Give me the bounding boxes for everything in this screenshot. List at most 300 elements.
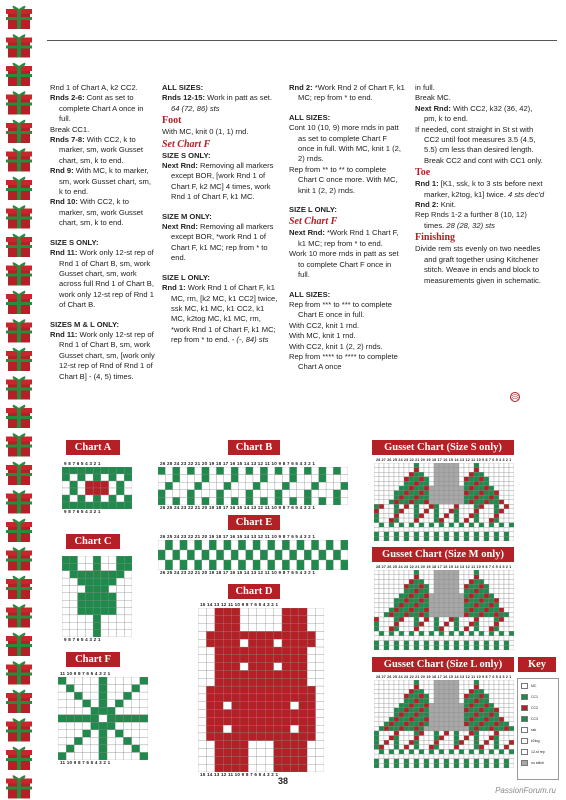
- chart-cell: [158, 560, 165, 570]
- chart-cell: [489, 491, 494, 496]
- chart-cell: [282, 655, 290, 663]
- chart-cell: [209, 550, 216, 560]
- chart-cell: [484, 570, 489, 575]
- chart-cell: [260, 475, 267, 483]
- chart-cell: [187, 560, 194, 570]
- chart-cell: [409, 513, 414, 518]
- chart-cell: [379, 570, 384, 575]
- chart-cell: [195, 560, 202, 570]
- chart-cell: [484, 636, 489, 641]
- chart-cell: [290, 717, 298, 725]
- chart-cell: [74, 737, 82, 745]
- chart-cell: [265, 725, 273, 733]
- chart-cell: [439, 694, 444, 699]
- chart-cell: [268, 540, 275, 550]
- page-number: 38: [277, 776, 288, 786]
- chart-cell: [404, 740, 409, 745]
- chart-cell: [424, 472, 429, 477]
- chart-cell: [319, 482, 326, 490]
- chart-cell: [504, 722, 509, 727]
- chart-cell: [464, 527, 469, 532]
- chart-cell: [107, 700, 115, 708]
- chart-cell: [444, 495, 449, 500]
- chart-cell: [379, 523, 384, 528]
- chart-cell: [62, 481, 70, 488]
- chart-cell: [248, 710, 256, 718]
- chart-cell: [429, 612, 434, 617]
- chart-cell: [479, 603, 484, 608]
- chart-cell: [316, 756, 324, 764]
- chart-cell: [341, 550, 348, 560]
- chart-cell: [424, 504, 429, 509]
- chart-cell: [464, 736, 469, 741]
- chart-cell: [409, 594, 414, 599]
- chart-cell: [379, 641, 384, 646]
- chart-cell: [107, 692, 115, 700]
- chart-cell: [479, 740, 484, 745]
- chart-cell: [206, 670, 214, 678]
- chart-cell: [494, 745, 499, 750]
- chart-cell: [85, 556, 93, 563]
- chart-cell: [389, 532, 394, 537]
- chart-cell: [499, 617, 504, 622]
- chart-cell: [399, 689, 404, 694]
- chart-cell: [434, 736, 439, 741]
- chart-cell: [316, 663, 324, 671]
- chart-cell: [469, 532, 474, 537]
- chart-cell: [223, 624, 231, 632]
- chart-cell: [434, 680, 439, 685]
- chart-cell: [384, 754, 389, 759]
- chart-cell: [389, 641, 394, 646]
- chart-cell: [419, 468, 424, 473]
- chart-cell: [404, 532, 409, 537]
- chart-cell: [429, 468, 434, 473]
- chart-cell: [85, 488, 93, 495]
- spacer: [289, 104, 405, 113]
- chart-cell: [248, 741, 256, 749]
- gift-icon: [6, 405, 32, 428]
- chart-cell: [187, 490, 194, 498]
- chart-cell: [464, 641, 469, 646]
- chart-cell: [479, 495, 484, 500]
- chart-cell: [253, 540, 260, 550]
- chart-cell: [454, 689, 459, 694]
- chart-cell: [374, 612, 379, 617]
- chart-cell: [290, 497, 297, 505]
- chart-cell: [444, 622, 449, 627]
- chart-cell: [115, 752, 123, 760]
- chart-cell: [489, 608, 494, 613]
- chart-cell: [124, 600, 132, 607]
- chart-cell: [101, 600, 109, 607]
- chart-cell: [424, 754, 429, 759]
- chart-cell: [384, 523, 389, 528]
- chart-cell: [474, 523, 479, 528]
- chart-cell: [469, 500, 474, 505]
- chart-cell: [479, 622, 484, 627]
- chart-cell: [257, 710, 265, 718]
- chart-cell: [509, 579, 514, 584]
- chart-cell: [275, 497, 282, 505]
- chart-cell: [424, 689, 429, 694]
- chart-cell: [429, 594, 434, 599]
- chart-cell: [424, 523, 429, 528]
- chart-cell: [474, 513, 479, 518]
- chart-cell: [494, 523, 499, 528]
- chart-cell: [464, 584, 469, 589]
- chart-cell: [215, 631, 223, 639]
- chart-cell: [404, 477, 409, 482]
- round-label: Next Rnd:: [162, 222, 198, 232]
- chart-cell: [341, 490, 348, 498]
- chart-cell: [83, 715, 91, 723]
- chart-cell: [449, 703, 454, 708]
- text-column-4: [415, 83, 545, 286]
- chart-cell: [374, 722, 379, 727]
- chart-cell: [316, 710, 324, 718]
- chart-cell: [449, 749, 454, 754]
- chart-cell: [484, 589, 489, 594]
- chart-cell: [504, 509, 509, 514]
- chart-cell: [459, 631, 464, 636]
- chart-cell: [394, 631, 399, 636]
- chart-cell: [215, 655, 223, 663]
- chart-cell: [429, 712, 434, 717]
- chart-cell: [341, 475, 348, 483]
- chart-cell: [394, 749, 399, 754]
- chart-cell: [454, 749, 459, 754]
- chart-cell: [99, 700, 107, 708]
- chart-cell: [464, 491, 469, 496]
- chart-cell: [232, 733, 240, 741]
- chart-cell: [459, 477, 464, 482]
- chart-cell: [419, 740, 424, 745]
- chart-cell: [484, 608, 489, 613]
- chart-cell: [439, 513, 444, 518]
- chart-cell: [240, 663, 248, 671]
- chart-cell: [509, 708, 514, 713]
- chart-cell: [206, 717, 214, 725]
- chart-cell: [449, 736, 454, 741]
- chart-cell: [333, 475, 340, 483]
- chart-cell: [469, 731, 474, 736]
- chart-cell: [299, 608, 307, 616]
- chart-cell: [115, 722, 123, 730]
- chart-cell: [434, 509, 439, 514]
- chart-cell: [494, 740, 499, 745]
- chart-cell: [158, 497, 165, 505]
- chart-cell: [444, 486, 449, 491]
- chart-cell: [274, 624, 282, 632]
- chart-cell: [429, 736, 434, 741]
- chart-cell: [494, 645, 499, 650]
- chart-cell: [509, 486, 514, 491]
- chart-cell: [494, 717, 499, 722]
- chart-cell: [326, 550, 333, 560]
- chart-cell: [499, 504, 504, 509]
- chart-cell: [499, 641, 504, 646]
- chart-cell: [180, 482, 187, 490]
- chart-cell: [454, 509, 459, 514]
- chart-cell: [459, 594, 464, 599]
- chart-cell: [459, 579, 464, 584]
- chart-cell: [469, 486, 474, 491]
- chart-cell: [449, 740, 454, 745]
- chart-cell: [414, 518, 419, 523]
- chart-cell: [479, 500, 484, 505]
- chart-cell: [389, 626, 394, 631]
- chart-cell: [374, 726, 379, 731]
- chart-cell: [444, 472, 449, 477]
- chart-cell: [232, 717, 240, 725]
- chart-cell: [409, 736, 414, 741]
- chart-cell: [469, 717, 474, 722]
- gift-icon: [6, 120, 32, 143]
- chart-cell: [70, 600, 78, 607]
- chart-cell: [274, 608, 282, 616]
- chart-cell: [434, 598, 439, 603]
- chart-cell: [429, 685, 434, 690]
- chart-cell: [439, 685, 444, 690]
- chart-cell: [384, 536, 389, 541]
- chart-cell: [297, 482, 304, 490]
- chart-cell: [173, 490, 180, 498]
- instruction-text: Rep from **** to **** to complete Chart A once: [289, 351, 398, 372]
- chart-cell: [66, 730, 74, 738]
- gift-icon: [6, 547, 32, 570]
- instruction: [415, 104, 545, 125]
- chart-cell: [459, 636, 464, 641]
- chart-cell: [253, 550, 260, 560]
- chart-cell: [509, 513, 514, 518]
- chart-cell: [384, 570, 389, 575]
- chart-cell: [469, 509, 474, 514]
- chart-cell: [489, 463, 494, 468]
- key-item-label: CC1: [531, 694, 539, 699]
- chart-cell: [464, 636, 469, 641]
- chart-cell: [399, 589, 404, 594]
- chart-cell: [58, 700, 66, 708]
- instruction: [289, 342, 405, 352]
- chart-cell: [469, 631, 474, 636]
- chart-cell: [206, 624, 214, 632]
- chart-cell: [469, 523, 474, 528]
- chart-cell: [374, 509, 379, 514]
- chart-cell: [414, 589, 419, 594]
- chart-cell: [399, 731, 404, 736]
- chart-cell: [484, 532, 489, 537]
- chart-cell: [379, 491, 384, 496]
- chart-cell: [424, 486, 429, 491]
- chart-cell: [414, 468, 419, 473]
- chart-cell: [489, 708, 494, 713]
- chart-cell: [489, 736, 494, 741]
- chart-cell: [78, 593, 86, 600]
- chart-cell: [85, 622, 93, 629]
- chart-cell: [434, 622, 439, 627]
- chart-cell: [494, 726, 499, 731]
- chart-cell: [499, 536, 504, 541]
- chart-cell: [429, 626, 434, 631]
- instruction-text: With MC, knit 1 rnd.: [289, 331, 356, 341]
- chart-cell: [389, 636, 394, 641]
- chart-cell: [78, 474, 86, 481]
- round-label: Rnd 2:: [289, 83, 313, 92]
- chart-cell: [424, 731, 429, 736]
- chart-cell: [414, 594, 419, 599]
- chart-cell: [499, 608, 504, 613]
- chart-cell: [479, 608, 484, 613]
- chart-cell: [454, 636, 459, 641]
- chart-cell: [333, 497, 340, 505]
- chart-cell: [248, 764, 256, 772]
- chart-cell: [384, 527, 389, 532]
- chart-cell: [429, 509, 434, 514]
- gift-icon: [6, 633, 32, 656]
- chart-cell: [232, 749, 240, 757]
- chart-cell: [384, 708, 389, 713]
- chart-cell: [429, 477, 434, 482]
- chart-cell: [504, 731, 509, 736]
- chart-cell: [434, 685, 439, 690]
- chart-cell: [504, 699, 509, 704]
- chart-cell: [389, 699, 394, 704]
- chart-cell: [494, 477, 499, 482]
- instruction-text: Divide rem sts evenly on two needles and graft together using Kitchener stitch. Weave in ends and block to measurements given in schematic.: [415, 244, 541, 285]
- chart-cell: [333, 482, 340, 490]
- chart-cell: [282, 608, 290, 616]
- chart-cell: [389, 472, 394, 477]
- chart-cell: [509, 477, 514, 482]
- chart-cell: [215, 639, 223, 647]
- chart-cell: [424, 518, 429, 523]
- chart-cell: [319, 540, 326, 550]
- chart-cell: [101, 474, 109, 481]
- chart-cell: [274, 741, 282, 749]
- chart-cell: [479, 518, 484, 523]
- chart-cell: [484, 740, 489, 745]
- chart-cell: [399, 703, 404, 708]
- instruction: [50, 93, 155, 124]
- chart-cell: [311, 475, 318, 483]
- chart-cell: [399, 754, 404, 759]
- chart-cell: [124, 578, 132, 585]
- chart-cell: [206, 733, 214, 741]
- chart-cell: [257, 631, 265, 639]
- chart-cell: [140, 692, 148, 700]
- chart-cell: [74, 677, 82, 685]
- chart-cell: [509, 589, 514, 594]
- chart-cell: [109, 467, 117, 474]
- chart-cell: [464, 598, 469, 603]
- chart-cell: [316, 608, 324, 616]
- chart-cell: [384, 518, 389, 523]
- chart-cell: [399, 495, 404, 500]
- chart-cell: [454, 641, 459, 646]
- chart-cell: [257, 733, 265, 741]
- chart-cell: [248, 702, 256, 710]
- chart-cell: [282, 733, 290, 741]
- chart-cell: [479, 645, 484, 650]
- chart-cell: [158, 482, 165, 490]
- chart-cell: [374, 636, 379, 641]
- chart-cell: [132, 752, 140, 760]
- chart-cell: [109, 630, 117, 637]
- chart-cell: [74, 715, 82, 723]
- chart-cell: [439, 523, 444, 528]
- chart-cell: [454, 481, 459, 486]
- chart-cell: [469, 694, 474, 699]
- chart-cell: [374, 481, 379, 486]
- chart-cell: [78, 600, 86, 607]
- chart-cell: [109, 608, 117, 615]
- instruction: [415, 244, 545, 286]
- chart-cell: [404, 689, 409, 694]
- spacer: [50, 229, 155, 238]
- chart-cell: [504, 527, 509, 532]
- chart-cell: [429, 763, 434, 768]
- chart-cell: [379, 708, 384, 713]
- chart-cell: [231, 497, 238, 505]
- chart-cell: [316, 702, 324, 710]
- chart-cell: [404, 472, 409, 477]
- chart-cell: [434, 712, 439, 717]
- chart-cell: [115, 692, 123, 700]
- chart-cell: [459, 622, 464, 627]
- chart-cell: [499, 523, 504, 528]
- chart-cell: [459, 608, 464, 613]
- chart-cell: [62, 622, 70, 629]
- chart-cell: [85, 615, 93, 622]
- chart-cell: [307, 725, 315, 733]
- chart-cell: [504, 504, 509, 509]
- chart-cell: [198, 741, 206, 749]
- chart-cell: [444, 500, 449, 505]
- chart-cell: [434, 749, 439, 754]
- chart-cell: [439, 722, 444, 727]
- gift-icon: [6, 148, 32, 171]
- size-heading: SIZE S ONLY:: [50, 237, 99, 247]
- chart-cell: [282, 741, 290, 749]
- chart-cell: [484, 612, 489, 617]
- chart-cell: [494, 532, 499, 537]
- chart-cell: [198, 756, 206, 764]
- chart-cell: [282, 482, 289, 490]
- chart-cell: [240, 655, 248, 663]
- chart-cell: [419, 689, 424, 694]
- chart-cell: [469, 575, 474, 580]
- chart-cell: [469, 759, 474, 764]
- chart-cell: [414, 481, 419, 486]
- chart-cell: [464, 589, 469, 594]
- section-heading: Set Chart F: [289, 216, 338, 228]
- chart-cell: [434, 536, 439, 541]
- chart-cell: [479, 641, 484, 646]
- chart-cell: [248, 631, 256, 639]
- chart-cell: [459, 589, 464, 594]
- chart-cell: [394, 481, 399, 486]
- chart-cell: [316, 733, 324, 741]
- chart-cell: [454, 532, 459, 537]
- chart-cell: [499, 598, 504, 603]
- chart-cell: [62, 467, 70, 474]
- chart-cell: [474, 749, 479, 754]
- chart-cell: [307, 608, 315, 616]
- chart-cell: [248, 678, 256, 686]
- chart-cell: [374, 579, 379, 584]
- chart-cell: [479, 722, 484, 727]
